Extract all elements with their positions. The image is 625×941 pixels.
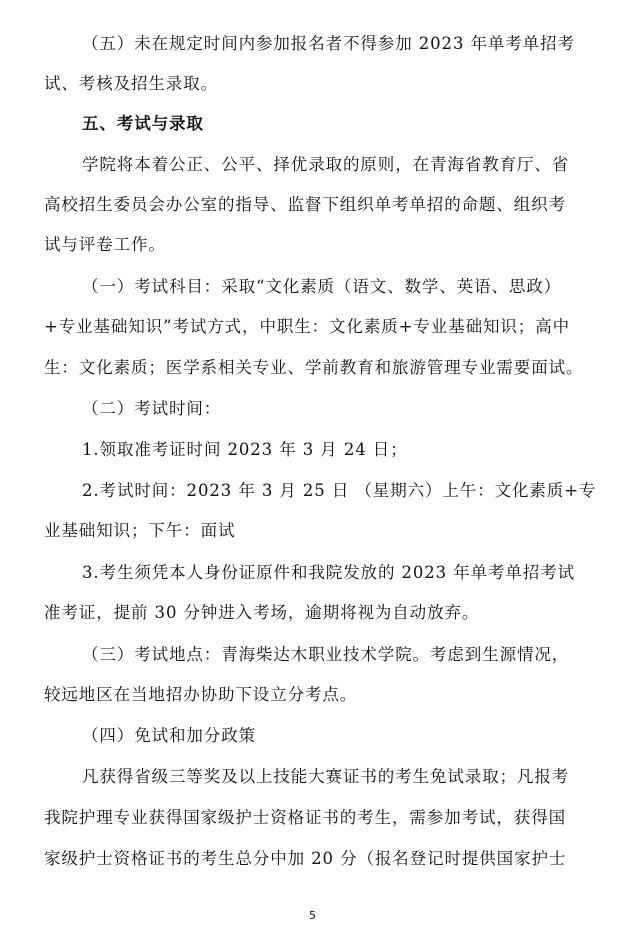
paragraph-line: 2.考试时间：2023 年 3 月 25 日 （星期六）上午：文化素质+专: [82, 481, 597, 500]
paragraph-line: 准考证，提前 30 分钟进入考场，逾期将视为自动放弃。: [44, 603, 480, 622]
paragraph-line: 我院护理专业获得国家级护士资格证书的考生，需参加考试，获得国: [44, 808, 566, 827]
paragraph-line: （五）未在规定时间内参加报名者不得参加 2023 年单考单招考: [82, 34, 575, 53]
paragraph-line: 试与评卷工作。: [44, 235, 166, 254]
paragraph-line: （三）考试地点：青海柴达木职业技术学院。考虑到生源情况，: [82, 645, 570, 664]
page-number: 5: [309, 909, 316, 922]
paragraph-line: 高校招生委员会办公室的指导、监督下组织单考单招的命题、组织考: [44, 195, 566, 214]
paragraph-line: 业基础知识；下午：面试: [44, 521, 236, 540]
paragraph-line: 3.考生须凭本人身份证原件和我院发放的 2023 年单考单招考试: [82, 563, 576, 582]
paragraph-line: 1.领取准考证时间 2023 年 3 月 24 日；: [82, 440, 408, 459]
paragraph-line: 较远地区在当地招办协助下设立分考点。: [44, 685, 358, 704]
paragraph-line: +专业基础知识”考试方式，中职生：文化素质+专业基础知识；高中: [44, 317, 570, 336]
section-heading: 五、考试与录取: [82, 114, 204, 133]
paragraph-line: 凡获得省级三等奖及以上技能大赛证书的考生免试录取；凡报考: [82, 767, 570, 786]
paragraph-line: 家级护士资格证书的考生总分中加 20 分（报名登记时提供国家护士: [44, 849, 567, 868]
paragraph-line: 学院将本着公正、公平、择优录取的原则，在青海省教育厅、省: [82, 155, 570, 174]
paragraph-line: 试、考核及招生录取。: [44, 74, 218, 93]
paragraph-line: （一）考试科目：采取“文化素质（语文、数学、英语、思政）: [82, 277, 562, 296]
paragraph-line: （二）考试时间：: [82, 399, 222, 418]
paragraph-line: （四）免试和加分政策: [82, 726, 256, 745]
paragraph-line: 生：文化素质；医学系相关专业、学前教育和旅游管理专业需要面试。: [44, 358, 584, 377]
